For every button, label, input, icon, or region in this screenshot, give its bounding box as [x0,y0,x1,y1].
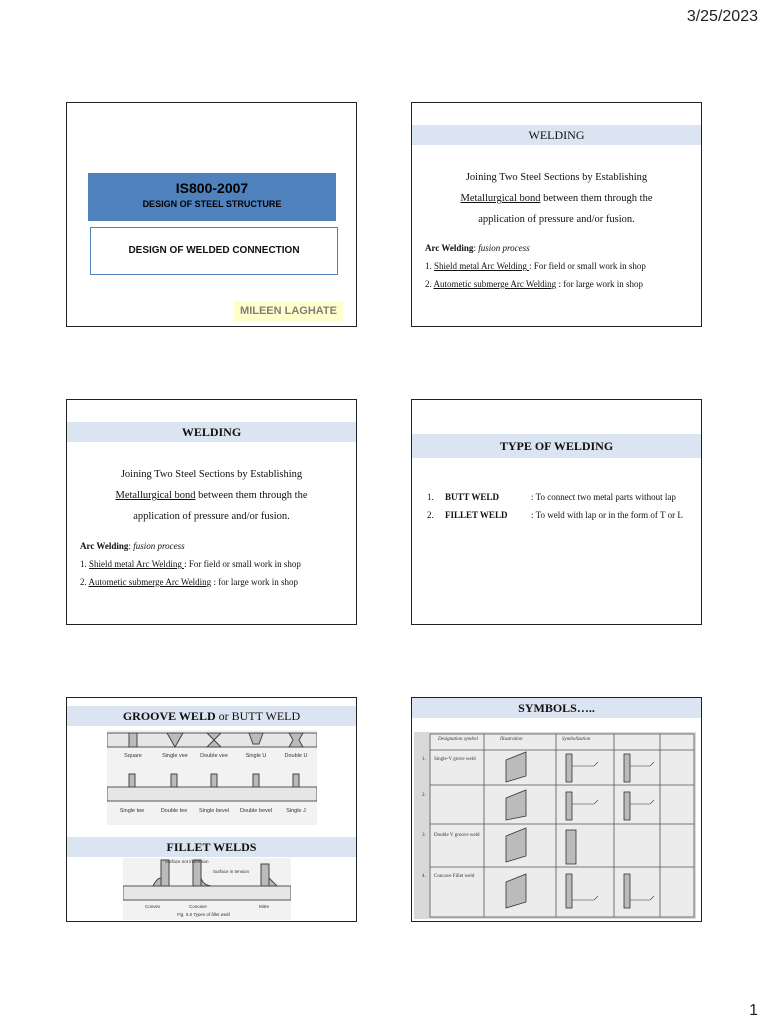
fillet-heading: FILLET WELDS [67,837,356,857]
item-term: Shield metal Arc Welding [89,559,185,569]
col-header: Symbolization [562,737,591,742]
item-num: 2. [425,279,434,289]
single-v-symbol-a [566,754,572,782]
item-term: Shield metal Arc Welding [434,261,530,271]
single-j-shape [293,774,299,787]
fillet-label: Convex [145,904,161,909]
item-num: 1. [425,261,434,271]
groove-label: Single J [286,808,306,814]
arc-item [80,555,301,573]
item-num: 1. [80,559,89,569]
slide-heading: SYMBOLS….. [412,698,701,718]
row-label: Double V groove weld [434,833,480,838]
type-item [427,488,683,506]
single-bevel-shape [211,774,217,787]
groove-weld-diagram [107,730,317,825]
arc-welding-list [80,537,301,591]
groove-label: Double U [284,753,308,759]
heading-main: GROOVE WELD [122,709,216,723]
topic-title: DESIGN OF WELDED CONNECTION [90,227,338,275]
heading-alt: BUTT WELD [231,709,301,723]
fillet-note: Surface in tension [213,869,250,874]
welding-definition [412,167,701,230]
fillet-symbol-a [566,874,572,908]
definition-line: application of pressure and/or fusion. [478,214,635,225]
groove-label: Single bevel [199,808,229,814]
row-num: 2. [422,793,426,798]
slide-heading: WELDING [412,125,701,145]
slide-welding-a [411,102,702,327]
fillet-label: Concave [189,904,207,909]
bevel-symbol-b [624,792,630,820]
course-subtitle: DESIGN OF STEEL STRUCTURE [142,199,282,209]
groove-label: Double tee [160,808,188,814]
slide-heading: WELDING [67,422,356,442]
arc-item [80,573,301,591]
groove-label: Double vee [200,753,228,759]
page-number: 1 [749,1002,758,1019]
fillet-caption: Fig. 5.6 Types of fillet weld [177,912,230,917]
arc-item [425,257,646,275]
arc-sep: : [128,541,134,551]
date-stamp: 3/25/2023 [686,8,758,25]
row-num: 3. [422,833,426,838]
type-num: 1. [427,492,434,502]
item-desc: : for large work in shop [211,577,299,587]
type-name: BUTT WELD [445,492,499,502]
row-label: Concave Fillet weld [434,874,475,879]
col-header: Illustration [500,737,523,742]
mitre-fillet-shape [261,864,269,886]
definition-line: Joining Two Steel Sections by Establishing [465,172,648,183]
type-item [427,506,683,524]
definition-line: application of pressure and/or fusion. [133,511,290,522]
convex-weld-bead [153,878,161,886]
arc-welding-list [425,239,646,293]
definition-text: between them through the [195,490,308,501]
underlined-term: Metallurgical bond [115,490,196,501]
double-tee-shape [171,774,177,787]
single-tee-shape [129,774,135,787]
underlined-term: Metallurgical bond [460,193,541,204]
item-term: Autometic submerge Arc Welding [88,577,212,587]
heading-or: or [215,709,232,723]
arc-heading [80,537,301,555]
mitre-weld-bead [269,878,277,886]
item-desc: : For field or small work in shop [184,559,301,569]
col-header: Designation symbol [438,737,478,742]
author-name: MILEEN LAGHATE [234,301,343,321]
fillet-note: Surface not in tension [165,859,209,864]
arc-sep: : [473,243,479,253]
slide-type-of-welding [411,399,702,625]
slide-symbols [411,697,702,922]
arc-heading [425,239,646,257]
course-code: IS800-2007 [175,180,249,196]
bevel-symbol-a [566,792,572,820]
fillet-weld-diagram [123,858,291,920]
arc-item [425,275,646,293]
definition-line: Joining Two Steel Sections by Establishing [120,469,303,480]
groove-label: Single U [245,753,267,759]
definition-line [412,188,701,209]
type-name: FILLET WELD [445,510,508,520]
double-bevel-shape [253,774,259,787]
type-desc: : To connect two metal parts without lap [531,492,676,502]
row-label: Single-V grove weld [434,757,476,762]
arc-type: fusion process [478,243,530,253]
arc-label: Arc Welding [425,243,474,253]
arc-type: fusion process [133,541,185,551]
definition-line [67,485,356,506]
groove-label: Single vee [162,753,188,759]
fillet-label: Mitre [259,904,269,909]
type-num: 2. [427,510,434,520]
type-desc: : To weld with lap or in the form of T or L [531,510,683,520]
item-desc: : For field or small work in shop [529,261,646,271]
arc-label: Arc Welding [80,541,129,551]
groove-label: Square [124,753,142,759]
item-term: Autometic submerge Arc Welding [433,279,557,289]
slide-welding-b [66,399,357,625]
slide-groove-weld [66,697,357,922]
title-block [88,173,336,221]
single-v-symbol-b [624,754,630,782]
item-num: 2. [80,577,89,587]
row-num: 1. [422,757,426,762]
double-v-symbol [566,830,576,864]
row-num: 4. [422,874,426,879]
slide-heading [67,706,356,726]
item-desc: : for large work in shop [556,279,644,289]
square-weld-shape [129,733,137,747]
slide-title [66,102,357,327]
fillet-symbol-b [624,874,630,908]
definition-text: between them through the [540,193,653,204]
slide-heading: TYPE OF WELDING [412,434,701,458]
groove-label: Single tee [119,808,145,814]
symbols-table [414,732,696,919]
groove-label: Double bevel [239,808,273,814]
type-list [427,488,683,524]
welding-definition [67,464,356,527]
concave-weld-bead [201,878,211,886]
